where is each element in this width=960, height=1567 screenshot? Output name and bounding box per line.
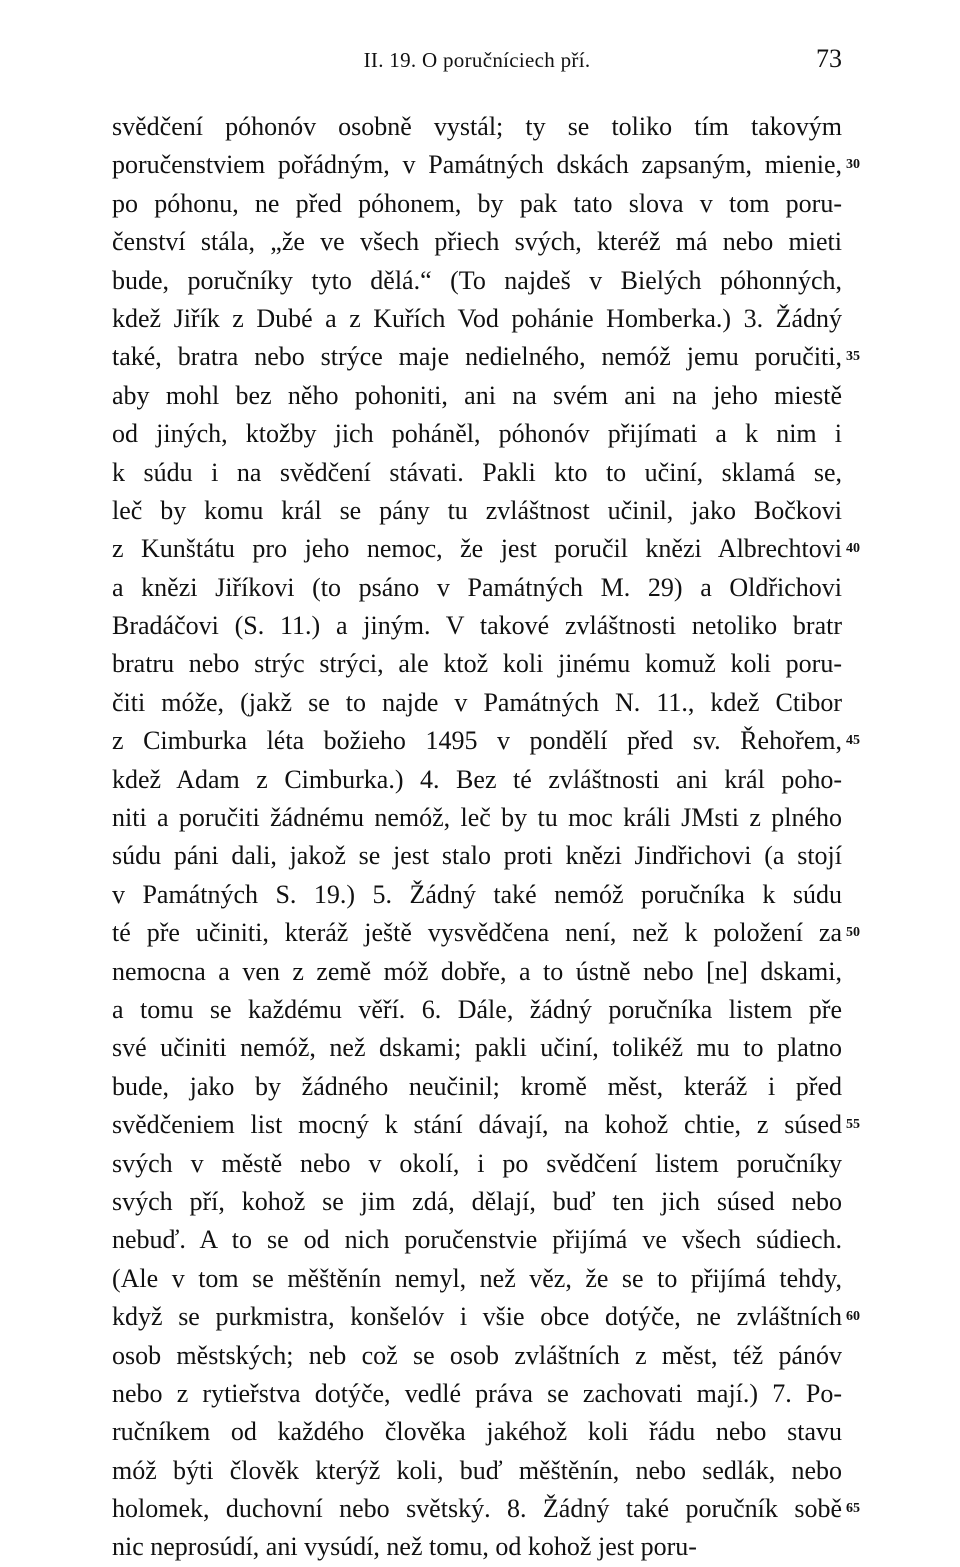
text-line <box>112 837 842 875</box>
line-number-marker: 40 <box>846 541 860 557</box>
line-text: nic neprosúdí, ani vysúdí, než tomu, od kohož jest poru- <box>112 1532 697 1562</box>
line-number-marker: 30 <box>846 157 860 173</box>
line-text: nebuď. A to se od nich poručenstvie přijímá ve všech súdiech. <box>112 1225 842 1255</box>
text-line <box>112 684 842 722</box>
line-text: aby mohl bez něho pohoniti, ani na svém ani na jeho miestě <box>112 380 842 410</box>
line-text: a tomu se každému věří. 6. Dále, žádný poručníka listem pře <box>112 994 842 1024</box>
line-text: kdež Adam z Cimburka.) 4. Bez té zvláštnosti ani král poho- <box>112 764 842 794</box>
text-line <box>112 914 860 952</box>
text-line <box>112 377 842 415</box>
line-text: ručníkem od každého člověka jakéhož koli řádu nebo stavu <box>112 1417 842 1447</box>
text-line <box>112 876 842 914</box>
line-text: z Cimburka léta božieho 1495 v pondělí před sv. Řehořem, <box>112 726 842 756</box>
text-line <box>112 1260 842 1298</box>
text-line <box>112 1068 842 1106</box>
line-text: poručenstviem pořádným, v Památných dskách zapsaným, mienie, <box>112 150 842 180</box>
line-text: když se purkmistra, konšelóv i všie obce dotýče, ne zvláštních <box>112 1302 842 1332</box>
text-line <box>112 338 860 376</box>
line-text: (Ale v tom se měštěnín nemyl, než věz, že se to přijímá tehdy, <box>112 1263 842 1293</box>
line-text: čiti móže, (jakž se to najde v Památných N. 11., kdež Ctibor <box>112 687 842 717</box>
text-line <box>112 1490 860 1528</box>
text-line <box>112 415 842 453</box>
line-text: svých v městě nebo v okolí, i po svědčení listem poručníky <box>112 1148 842 1178</box>
text-line <box>112 492 842 530</box>
text-line <box>112 607 842 645</box>
line-text: svědčeniem list mocný k stání dávají, na kohož chtie, z súsed <box>112 1110 842 1140</box>
line-text: svědčení póhonóv osobně vystál; ty se toliko tím takovým <box>112 112 842 141</box>
text-line <box>112 454 842 492</box>
line-text: v Památných S. 19.) 5. Žádný také nemóž poručníka k súdu <box>112 879 842 909</box>
line-number-marker: 60 <box>846 1309 860 1325</box>
line-text: súdu páni dali, jakož se jest stalo proti knězi Jindřichovi (a stojí <box>112 841 842 871</box>
text-line <box>112 722 860 760</box>
text-line <box>112 300 842 338</box>
line-text: kdež Jiřík z Dubé a z Kuřích Vod pohánie Homberka.) 3. Žádný <box>112 303 842 333</box>
text-line <box>112 1452 842 1490</box>
line-text: svých pří, kohož se jim zdá, dělají, buď ten jich súsed nebo <box>112 1186 842 1216</box>
line-text: holomek, duchovní nebo světský. 8. Žádný také poručník sobě <box>112 1494 842 1524</box>
line-text: nebo z rytieřstva dotýče, vedlé práva se zachovati mají.) 7. Po- <box>112 1378 842 1408</box>
text-line <box>112 223 842 261</box>
text-line <box>112 1528 842 1566</box>
line-text: móž býti člověk kterýž koli, buď měštěnín, nebo sedlák, nebo <box>112 1455 842 1485</box>
line-text: leč by komu král se pány tu zvláštnost učinil, jako Bočkovi <box>112 495 842 525</box>
line-text: k súdu i na svědčení stávati. Pakli kto to učiní, sklamá se, <box>112 457 842 487</box>
line-text: čenství stála, „že ve všech přiech svých, kteréž má nebo mieti <box>112 227 842 257</box>
text-line <box>112 645 842 683</box>
text-line <box>112 799 842 837</box>
text-line <box>112 146 860 184</box>
line-text: bude, jako by žádného neučinil; kromě měst, kteráž i před <box>112 1071 842 1101</box>
line-text: z Kunštátu pro jeho nemoc, že jest poručil knězi Albrechtovi <box>112 534 842 564</box>
line-text: bude, poručníky tyto dělá.“ (To najdeš v Bielých póhonných, <box>112 265 842 295</box>
text-line <box>112 1145 842 1183</box>
line-number-marker: 45 <box>846 733 860 749</box>
text-line <box>112 108 842 146</box>
text-line <box>112 1298 860 1336</box>
page-header <box>112 42 842 82</box>
line-text: té pře učiniti, kteráž ještě vysvědčena není, než k položení za <box>112 918 842 948</box>
line-number-marker: 50 <box>846 925 860 941</box>
text-line <box>112 1413 842 1451</box>
line-text: po póhonu, ne před póhonem, by pak tato slova v tom poru- <box>112 188 842 218</box>
running-head: II. 19. O poručníciech pří. <box>363 48 591 72</box>
line-text: od jiných, ktožby jich poháněl, póhonóv přijímati a k nim i <box>112 419 842 449</box>
text-line <box>112 991 842 1029</box>
text-line <box>112 1029 842 1067</box>
line-number-marker: 35 <box>846 349 860 365</box>
body-text <box>112 108 860 1567</box>
line-number-marker: 55 <box>846 1117 860 1133</box>
text-line <box>112 262 842 300</box>
line-text: také, bratra nebo strýce maje nedielného, nemóž jemu poručiti, <box>112 342 842 372</box>
text-line <box>112 1106 860 1144</box>
text-line <box>112 1221 842 1259</box>
line-text: bratru nebo strýc strýci, ale ktož koli jinému komuž koli poru- <box>112 649 842 679</box>
page-number: 73 <box>816 44 842 73</box>
text-line <box>112 1337 842 1375</box>
line-text: a knězi Jiříkovi (to psáno v Památných M. 29) a Oldřichovi <box>112 572 842 602</box>
text-line <box>112 1375 842 1413</box>
line-number-marker: 65 <box>846 1501 860 1517</box>
line-text: niti a poručiti žádnému nemóž, leč by tu moc králi JMsti z plného <box>112 803 842 833</box>
line-text: osob městských; neb což se osob zvláštních z měst, též pánóv <box>112 1340 842 1370</box>
text-line <box>112 1183 842 1221</box>
text-line <box>112 569 842 607</box>
text-line <box>112 953 842 991</box>
line-text: nemocna a ven z země móž dobře, a to ústně nebo [ne] dskami, <box>112 956 842 986</box>
line-text: Bradáčovi (S. 11.) a jiným. V takové zvláštnosti netoliko bratr <box>112 611 842 641</box>
text-line <box>112 185 842 223</box>
line-text: své učiniti nemóž, než dskami; pakli učiní, tolikéž mu to platno <box>112 1033 842 1063</box>
text-line <box>112 761 842 799</box>
text-line <box>112 530 860 568</box>
